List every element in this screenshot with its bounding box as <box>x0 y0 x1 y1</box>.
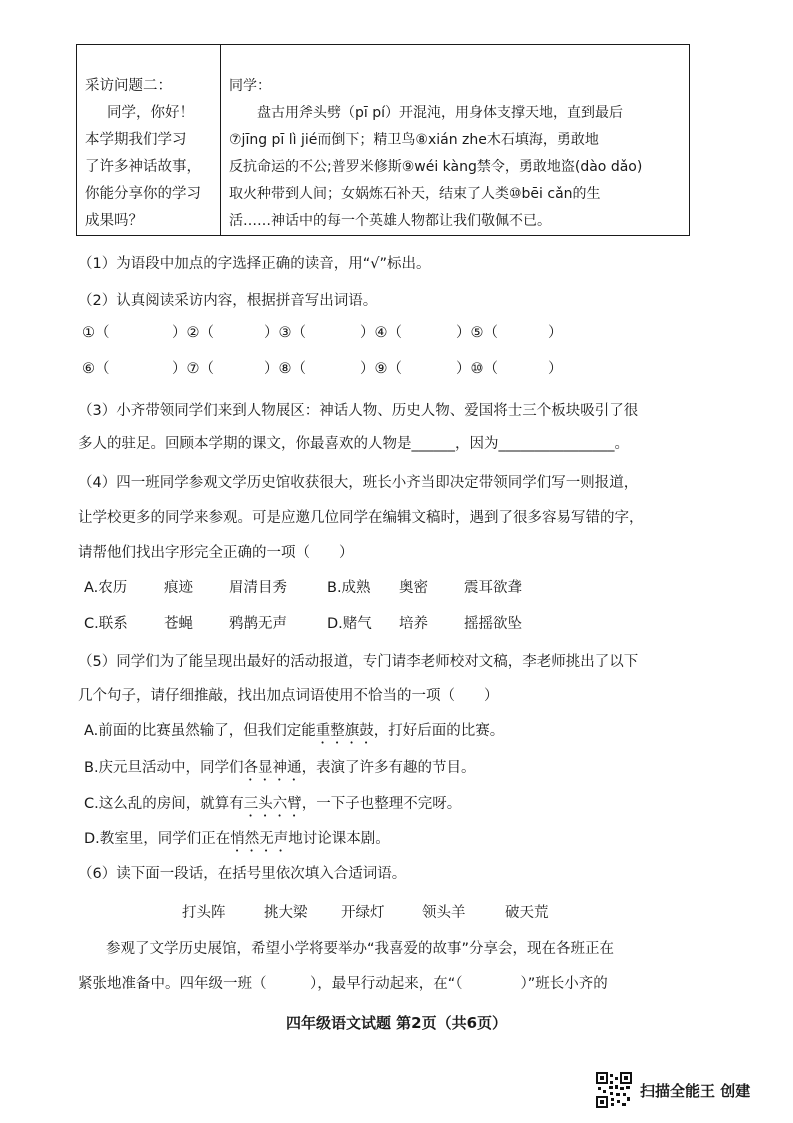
option-c-3: 鸦鹊无声 <box>229 616 287 632</box>
question-line: 了许多神话故事， <box>85 159 201 175</box>
dotted-word: 重整旗鼓 <box>315 723 374 739</box>
blank-7[interactable]: ）⑦（ <box>172 361 214 377</box>
option-b-3: 震耳欲聋 <box>464 580 522 596</box>
option-c-2: 苍蝇 <box>164 616 193 632</box>
question-cell <box>85 73 215 235</box>
option-a <box>84 719 504 747</box>
answer-line: 盘古用斧头劈（pī pí）开混沌，用身体支撑天地，直到最后 <box>257 105 624 121</box>
option-text: ，打好后面的比赛。 <box>373 723 505 739</box>
option-text: A.前面的比赛虽然输了，但我们定能 <box>84 723 316 739</box>
blank-6[interactable]: ⑥（ <box>82 361 110 377</box>
blank-close: ） <box>548 361 563 377</box>
blank-9[interactable]: ）⑨（ <box>360 361 402 377</box>
dotted-word: 三头六臂 <box>243 796 302 812</box>
word-choice-1: 打头阵 <box>182 905 226 921</box>
table-divider <box>220 45 221 235</box>
answer-label: 同学： <box>229 78 271 94</box>
answer-line: 反抗命运的不公;普罗米修斯⑨wéi kàng禁令，勇敢地盗(dào dǎo) <box>229 159 643 175</box>
option-b-1: B.成熟 <box>327 580 371 596</box>
blank-2[interactable]: ）②（ <box>172 325 214 341</box>
page-footer: 四年级语文试题 第2页（共6页） <box>285 1014 508 1032</box>
answer-cell <box>229 73 685 235</box>
option-text: ，表演了许多有趣的节目。 <box>301 760 476 776</box>
dotted-word: 各显神通 <box>243 760 302 776</box>
option-d <box>84 827 390 855</box>
answer-blanks-row-1 <box>82 321 563 342</box>
question-line: 本学期我们学习 <box>85 132 187 148</box>
question-3-line-2: 多人的驻足。回顾本学期的课文，你最喜欢的人物是______，因为________________。 <box>78 436 629 452</box>
question-3-line-1: （3）小齐带领同学们来到人物展区：神话人物、历史人物、爱国将士三个板块吸引了很 <box>78 403 639 419</box>
answer-line: ⑦jīng pī lì jié而倒下；精卫鸟⑧xián zhe木石填海，勇敢地 <box>229 132 599 148</box>
question-6-line-1: （6）读下面一段话，在括号里依次填入合适词语。 <box>78 866 407 882</box>
option-c-1: C.联系 <box>84 616 128 632</box>
option-d-3: 摇摇欲坠 <box>464 616 522 632</box>
option-a-3: 眉清目秀 <box>229 580 287 596</box>
blank-close: ） <box>548 325 563 341</box>
option-text: ，一下子也整理不完呀。 <box>301 796 462 812</box>
option-d-1: D.赌气 <box>327 616 372 632</box>
word-choice-2: 挑大梁 <box>264 905 308 921</box>
blank-3[interactable]: ）③（ <box>264 325 306 341</box>
question-5-line-1: （5）同学们为了能呈现出最好的活动报道，专门请李老师校对文稿，李老师挑出了以下 <box>78 654 639 670</box>
word-choice-5: 破天荒 <box>505 905 549 921</box>
question-1: （1）为语段中加点的字选择正确的读音，用“√”标出。 <box>78 256 431 272</box>
question-6-para-1: 参观了文学历史展馆，希望小学将要举办“我喜爱的故事”分享会，现在各班正在 <box>106 941 615 957</box>
blank-1[interactable]: ①（ <box>82 325 110 341</box>
question-5-line-2: 几个句子，请仔细推敲，找出加点词语使用不恰当的一项（ ） <box>78 688 499 704</box>
blank-4[interactable]: ）④（ <box>360 325 402 341</box>
option-text: C.这么乱的房间，就算有 <box>84 796 244 812</box>
option-b-2: 奥密 <box>399 580 428 596</box>
word-choice-4: 领头羊 <box>422 905 466 921</box>
answer-line: 活……神话中的每一个英雄人物都让我们敬佩不已。 <box>229 213 551 229</box>
blank-10[interactable]: ）⑩（ <box>456 361 498 377</box>
answer-blanks-row-2 <box>82 357 563 378</box>
question-line: 成果吗？ <box>85 213 143 229</box>
dotted-word: 悄然无声 <box>230 831 289 847</box>
option-text: D.教室里，同学们正在 <box>84 831 231 847</box>
option-a-1: A.农历 <box>84 580 128 596</box>
option-text: B.庆元旦活动中，同学们 <box>84 760 244 776</box>
answer-line: 取火种带到人间；女娲炼石补天，结束了人类⑩bēi cǎn的生 <box>229 186 601 202</box>
word-choice-3: 开绿灯 <box>341 905 385 921</box>
question-line: 你能分享你的学习 <box>85 186 201 202</box>
blank-5[interactable]: ）⑤（ <box>456 325 498 341</box>
blank-8[interactable]: ）⑧（ <box>264 361 306 377</box>
interview-table <box>76 44 690 236</box>
question-line: 同学，你好！ <box>107 105 194 121</box>
question-4-line-3: 请帮他们找出字形完全正确的一项（ ） <box>78 545 354 561</box>
scanner-watermark-text: 扫描全能王 创建 <box>640 1082 751 1100</box>
option-a-2: 痕迹 <box>164 580 193 596</box>
question-2: （2）认真阅读采访内容，根据拼音写出词语。 <box>78 293 378 309</box>
question-4-line-1: （4）四一班同学参观文学历史馆收获很大，班长小齐当即决定带领同学们写一则报道， <box>78 475 639 491</box>
option-text: 地讨论课本剧。 <box>288 831 390 847</box>
question-4-line-2: 让学校更多的同学来参观。可是应邀几位同学在编辑文稿时，遇到了很多容易写错的字， <box>78 510 644 526</box>
question-6-para-2: 紧张地准备中。四年级一班（ ），最早行动起来，在“（ ）”班长小齐的 <box>78 976 608 992</box>
option-c <box>84 792 461 820</box>
option-b <box>84 756 476 784</box>
question-label: 采访问题二： <box>85 78 172 94</box>
qr-code-icon <box>596 1072 632 1108</box>
option-d-2: 培养 <box>399 616 428 632</box>
